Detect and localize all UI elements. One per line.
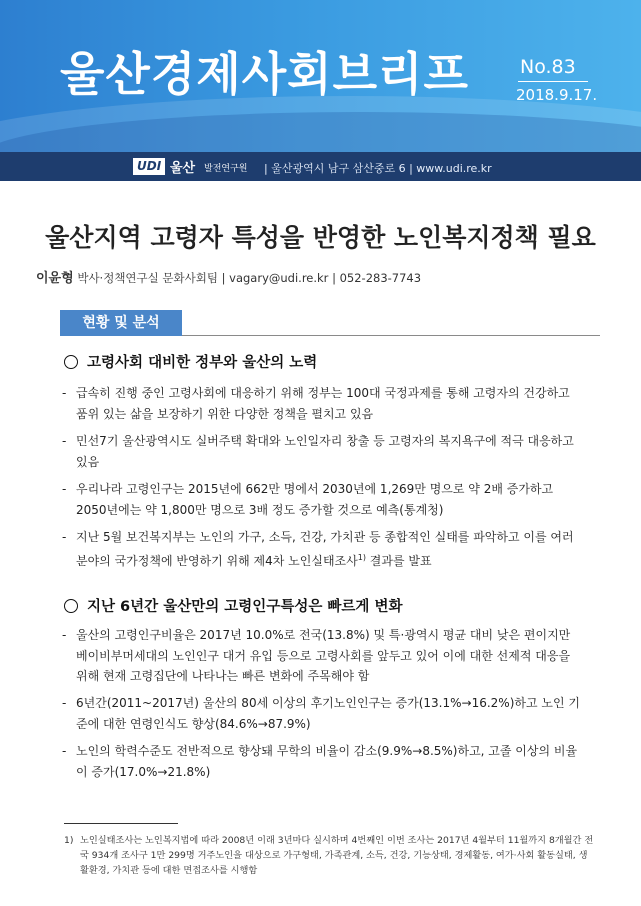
footnote: [64, 833, 596, 878]
list-item: [62, 383, 582, 424]
list-item: [62, 625, 582, 687]
publisher-address: | 울산광역시 남구 삼산중로 6 | www.udi.re.kr: [264, 162, 492, 175]
issue-divider: [518, 81, 588, 82]
list-item-text: 노인의 학력수준도 전반적으로 향상돼 무학의 비율이 감소(9.9%→8.5%)하고, 고졸 이상의 비율이 증가(17.0%→21.8%): [76, 744, 578, 779]
subsection-heading: [64, 351, 317, 372]
list-item-tail: 결과를 발표: [365, 553, 432, 568]
dash-bullet: -: [62, 744, 67, 758]
list-item-text: 민선7기 울산광역시도 실버주택 확대와 노인일자리 창출 등 고령자의 복지욕구에 적극 대응하고 있음: [76, 434, 574, 469]
list-item: [62, 693, 582, 734]
dash-bullet: -: [62, 482, 67, 496]
subsection-heading-text: 고령사회 대비한 정부와 울산의 노력: [87, 355, 318, 371]
list-item: [62, 527, 582, 571]
author-line: [36, 267, 421, 286]
circle-bullet-icon: [64, 599, 78, 613]
list-item-text: 6년간(2011~2017년) 울산의 80세 이상의 후기노인인구는 증가(13.1%→16.2%)하고 노인 기준에 대한 연령인식도 향상(84.6%→87.9%): [76, 696, 580, 731]
section-tab: 현황 및 분석: [60, 310, 182, 336]
dash-bullet: -: [62, 628, 67, 642]
document-title: 울산지역 고령자 특성을 반영한 노인복지정책 필요: [45, 223, 596, 252]
footnote-number: 1): [64, 835, 74, 846]
dash-bullet: -: [62, 386, 67, 400]
issue-date: 2018.9.17.: [516, 86, 598, 104]
list-item-text: 울산의 고령인구비율은 2017년 10.0%로 전국(13.8%) 및 특·광역시 평균 대비 낮은 편이지만 베이비부머세대의 노인인구 대거 유입 등으로 고령사회를 앞두고 있어 이에 대한 선제적 대응을 위해 현재 고령집단에 나타나는 빠른 변화에 주목해야 함: [76, 628, 571, 683]
subsection-heading-text: 지난 6년간 울산만의 고령인구특성은 빠르게 변화: [87, 599, 403, 615]
list-item: [62, 479, 582, 520]
publication-title: 울산경제사회브리프: [60, 47, 469, 101]
list-item-body: 지난 5월 보건복지부는 노인의 가구, 소득, 건강, 가치관 등 종합적인 실태를 파악하고 이를 여러 분야의 국가정책에 반영하기 위해 제4차 노인실태조사: [76, 530, 574, 568]
issue-number: No.83: [520, 56, 576, 78]
author-name: 이윤형: [36, 271, 74, 286]
circle-bullet-icon: [64, 355, 78, 369]
footnote-ref: 1): [357, 552, 366, 562]
footnote-divider: [64, 823, 178, 824]
dash-bullet: -: [62, 696, 67, 710]
dash-bullet: -: [62, 530, 67, 544]
logo-name: 울산: [170, 161, 196, 176]
list-item-text: [62, 527, 582, 571]
subsection-heading: [64, 595, 402, 616]
list-item-text: 급속히 진행 중인 고령사회에 대응하기 위해 정부는 100대 국정과제를 통해 고령자의 건강하고 품위 있는 삶을 보장하기 위한 다양한 정책을 펼치고 있음: [76, 386, 570, 421]
logo-subtitle: 발전연구원: [204, 164, 248, 174]
author-info: 박사·정책연구실 문화사회팀 | vagary@udi.re.kr | 052-283-7743: [77, 271, 422, 285]
list-item: [62, 741, 582, 782]
list-item: [62, 431, 582, 472]
list-item-text: 우리나라 고령인구는 2015년에 662만 명에서 2030년에 1,269만 명으로 약 2배 증가하고 2050년에는 약 1,800만 명으로 3배 정도 증가할 것으로 예측(통계청): [76, 482, 554, 517]
dash-bullet: -: [62, 434, 67, 448]
footnote-text: 노인실태조사는 노인복지법에 따라 2008년 이래 3년마다 실시하며 4번째인 이번 조사는 2017년 4월부터 11월까지 8개월간 전국 934개 조사구 1만 299명 거주노인을 대상으로 가구형태, 가족관계, 소득, 건강, 기능상태, 경제활동, 여가·사회 활동실태, 생활환경, 가치관 등에 대한 면접조사를 시행함: [80, 835, 594, 876]
udi-logo-icon: UDI: [133, 158, 165, 175]
